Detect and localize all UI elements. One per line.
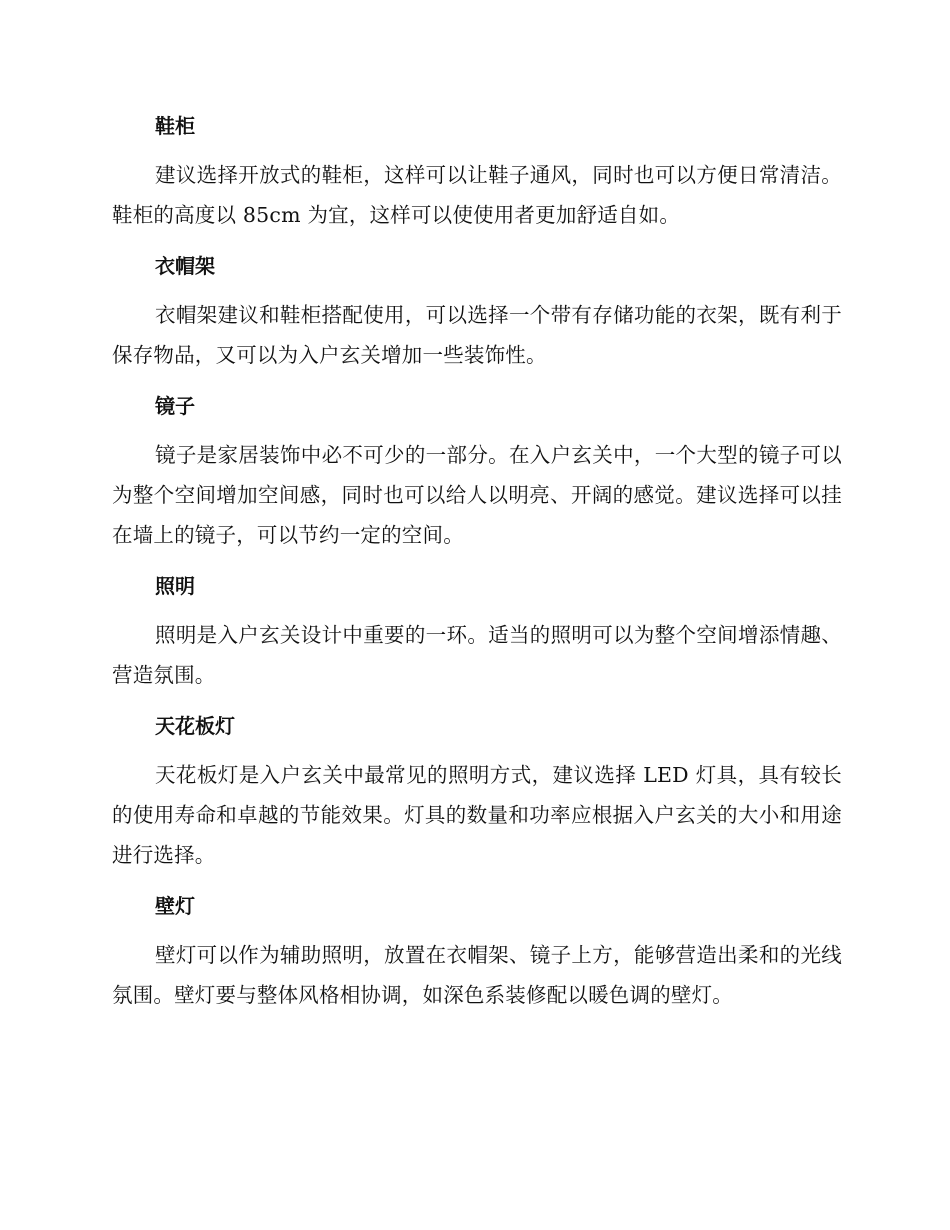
section-heading: 衣帽架 — [155, 254, 215, 278]
section-heading: 镜子 — [155, 394, 195, 418]
section-paragraph: 衣帽架建议和鞋柜搭配使用，可以选择一个带有存储功能的衣架，既有利于保存物品，又可以为入户玄关增加一些装饰性。 — [112, 303, 842, 367]
section-paragraph: 照明是入户玄关设计中重要的一环。适当的照明可以为整个空间增添情趣、营造氛围。 — [112, 623, 842, 687]
section-paragraph: 建议选择开放式的鞋柜，这样可以让鞋子通风，同时也可以方便日常清洁。鞋柜的高度以 85cm 为宜，这样可以使使用者更加舒适自如。 — [112, 163, 842, 227]
section-heading: 天花板灯 — [155, 714, 235, 738]
section-heading: 壁灯 — [155, 894, 195, 918]
document-content — [112, 111, 842, 1031]
section-wall-lamp — [112, 891, 842, 1015]
section-paragraph: 壁灯可以作为辅助照明，放置在衣帽架、镜子上方，能够营造出柔和的光线氛围。壁灯要与整体风格相协调，如深色系装修配以暖色调的壁灯。 — [112, 943, 842, 1007]
section-heading: 照明 — [155, 574, 195, 598]
section-ceiling-light — [112, 711, 842, 875]
section-coat-rack — [112, 251, 842, 375]
section-paragraph: 天花板灯是入户玄关中最常见的照明方式，建议选择 LED 灯具，具有较长的使用寿命和卓越的节能效果。灯具的数量和功率应根据入户玄关的大小和用途进行选择。 — [112, 763, 842, 867]
section-paragraph: 镜子是家居装饰中必不可少的一部分。在入户玄关中，一个大型的镜子可以为整个空间增加空间感，同时也可以给人以明亮、开阔的感觉。建议选择可以挂在墙上的镜子，可以节约一定的空间。 — [112, 443, 842, 547]
section-heading: 鞋柜 — [155, 114, 195, 138]
section-lighting — [112, 571, 842, 695]
section-mirror — [112, 391, 842, 555]
section-shoe-cabinet — [112, 111, 842, 235]
